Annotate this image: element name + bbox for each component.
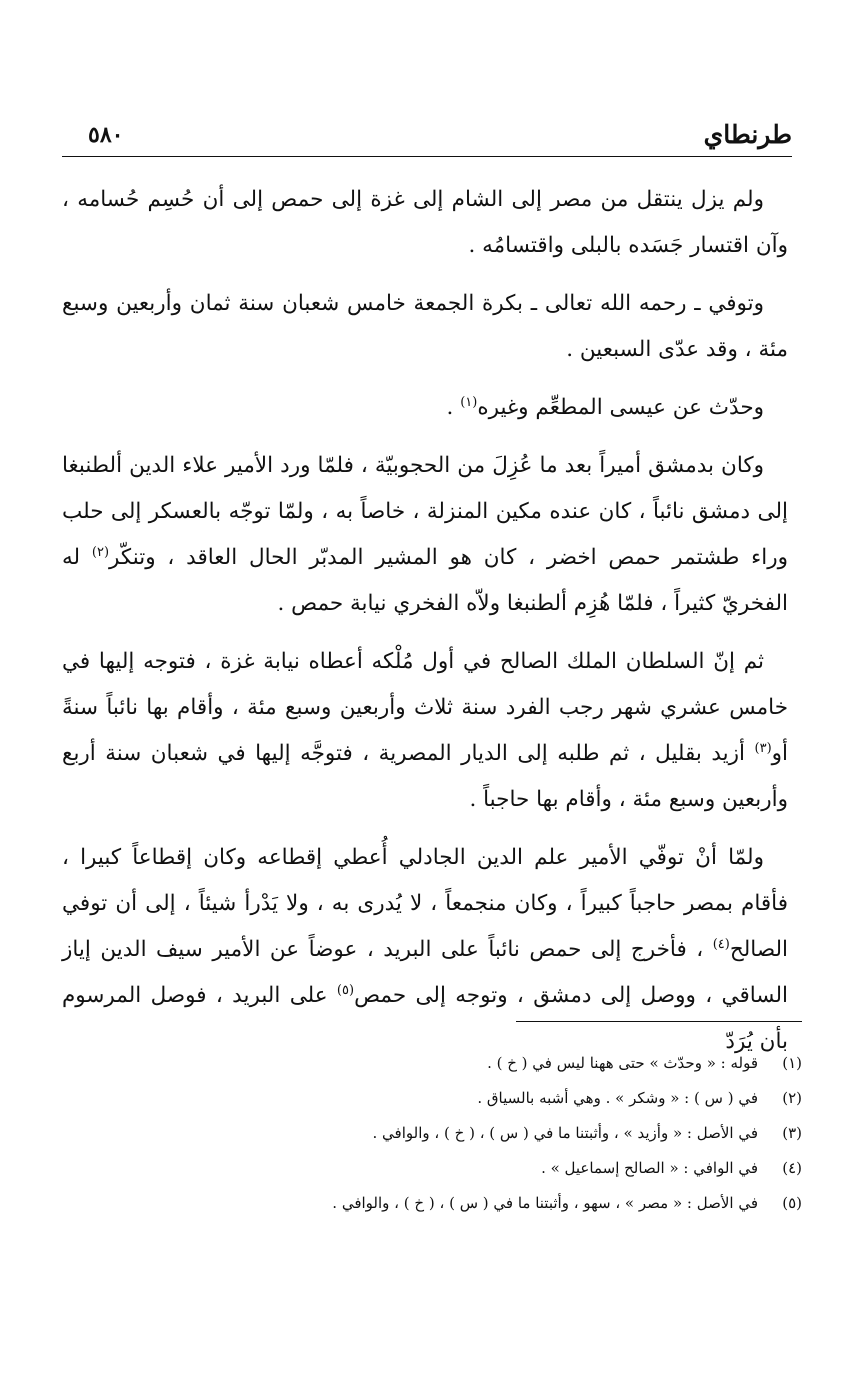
footnote-3 xyxy=(200,1116,802,1151)
footnote-number: (٢) xyxy=(782,1089,802,1107)
footnote-4 xyxy=(200,1151,802,1186)
paragraph-text: ولم يزل ينتقل من مصر إلى الشام إلى غزة إلى حمص إلى أن حُسِم حُسامه ، وآن اقتسار جَسَده بالبلى واقتسامُه . xyxy=(62,187,788,258)
footnote-2 xyxy=(200,1081,802,1116)
page-header xyxy=(62,114,792,156)
footnote-mark-3: (٣) xyxy=(754,740,772,756)
footnote-number: (١) xyxy=(782,1054,802,1072)
page-number: ٥٨٠ xyxy=(88,122,124,148)
paragraph-1 xyxy=(62,177,788,269)
paragraph-3 xyxy=(62,385,788,431)
paragraph-text: ، فأخرج إلى حمص نائباً على البريد ، عوضاً عن الأمير سيف الدين إياز الساقي ، ووصل إلى دمشق ، وتوجه إلى حمص xyxy=(62,937,789,1008)
footnote-text: في الأصل : « مصر » ، سهو ، وأثبتنا ما في ( س ) ، ( خ ) ، والوافي . xyxy=(332,1194,758,1212)
footnote-1 xyxy=(200,1046,802,1081)
paragraph-text: . xyxy=(446,395,461,420)
running-title: طرنطاي xyxy=(703,120,792,149)
footnote-mark-1: (١) xyxy=(460,394,478,410)
paragraph-5 xyxy=(62,639,788,823)
paragraph-text: أزيد بقليل ، ثم طلبه إلى الديار المصرية ، فتوجَّه إليها في شعبان سنة أربع وأربعين وسبع مئة ، وأقام بها حاجباً . xyxy=(62,741,788,812)
footnote-text: في الوافي : « الصالح إسماعيل » . xyxy=(541,1159,758,1177)
footnotes xyxy=(200,1046,802,1221)
footnote-text: في ( س ) : « وشكر » . وهي أشبه بالسياق . xyxy=(477,1089,758,1107)
footnote-number: (٥) xyxy=(782,1194,802,1212)
paragraph-2 xyxy=(62,281,788,373)
footnote-rule xyxy=(516,1021,802,1022)
paragraph-text: له الفخريّ كثيراً ، فلمّا هُزِم ألطنبغا ولاّه الفخري نيابة حمص . xyxy=(62,545,788,616)
main-text xyxy=(62,177,788,1077)
footnote-text: في الأصل : « وأزيد » ، وأثبتنا ما في ( س ) ، ( خ ) ، والوافي . xyxy=(372,1124,758,1142)
header-rule xyxy=(62,156,792,157)
footnote-mark-5: (٥) xyxy=(336,982,355,998)
footnote-5 xyxy=(200,1186,802,1221)
paragraph-4 xyxy=(62,443,788,627)
paragraph-6 xyxy=(62,835,788,1065)
paragraph-text: وتوفي ـ رحمه الله تعالى ـ بكرة الجمعة خامس شعبان سنة ثمان وأربعين وسبع مئة ، وقد عدّى السبعين . xyxy=(62,291,788,362)
paragraph-text: ولمّا أنْ توفّي الأمير علم الدين الجادلي أُعطي إقطاعه وكان إقطاعاً كبيرا ، فأقام بمصر حاجباً كبيراً ، وكان منجمعاً ، لا يُدرى به ، ولا يَدْرأ شيئاً ، إلى أن توفي الصالح xyxy=(62,845,788,962)
paragraph-text: ثم إنّ السلطان الملك الصالح في أول مُلْكه أعطاه نيابة غزة ، فتوجه إليها في خامس عشري شهر رجب الفرد سنة ثلاث وأربعين وسبع مئة ، وأقام بها نائباً سنةً أو xyxy=(62,649,788,766)
footnote-text: قوله : « وحدّث » حتى ههنا ليس في ( خ ) . xyxy=(487,1054,758,1072)
footnote-mark-2: (٢) xyxy=(91,544,110,560)
footnote-mark-4: (٤) xyxy=(712,936,730,952)
paragraph-text: على البريد ، فوصل المرسوم بأن يُرَدّ xyxy=(62,983,788,1054)
paragraph-text: وحدّث عن عيسى المطعِّم وغيره xyxy=(477,395,764,420)
paragraph-text: وكان بدمشق أميراً بعد ما عُزِلَ من الحجوبيّة ، فلمّا ورد الأمير علاء الدين ألطنبغا إلى دمشق نائباً ، كان عنده مكين المنزلة ، خاصاً به ، ولمّا توجّه بالعسكر إلى حلب وراء طشتمر حمص اخضر ، كان هو المشير المدبّر الحال العاقد ، وتنكّر xyxy=(62,453,789,570)
footnote-number: (٣) xyxy=(782,1124,802,1142)
footnote-number: (٤) xyxy=(782,1159,802,1177)
